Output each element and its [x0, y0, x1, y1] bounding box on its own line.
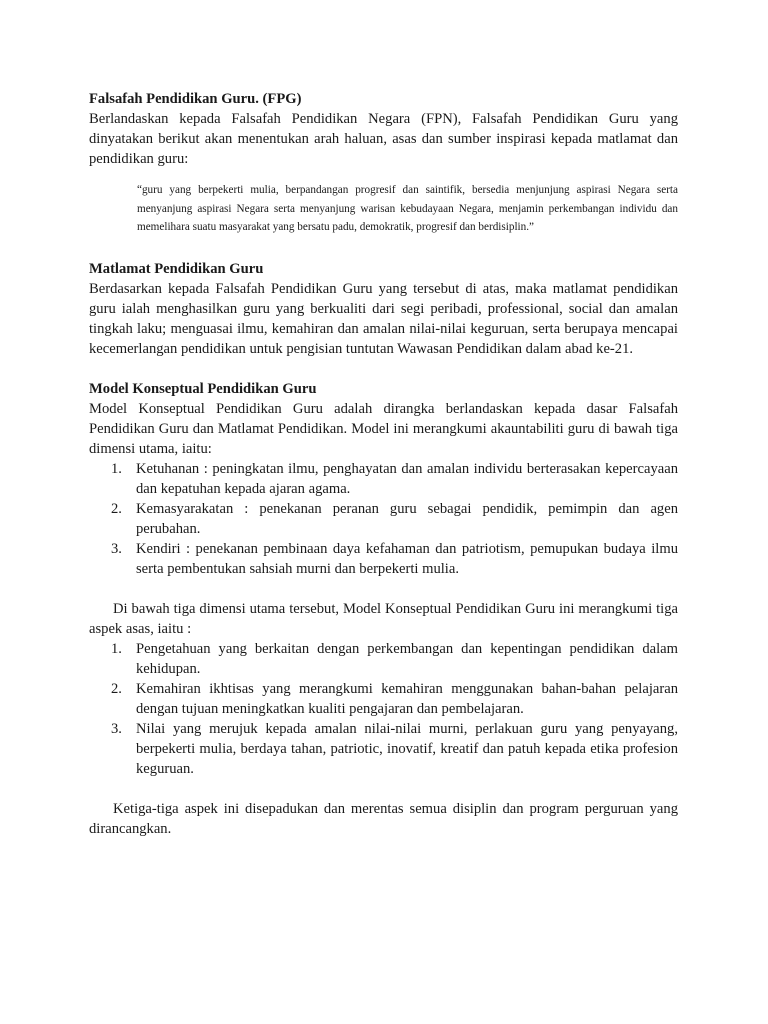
model-paragraph-2: Di bawah tiga dimensi utama tersebut, Model Konseptual Pendidikan Guru ini merangkumi tiga aspek asas, iaitu : — [89, 600, 678, 637]
spacer — [89, 237, 678, 259]
list-text: Kemasyarakatan : penekanan peranan guru sebagai pendidik, pemimpin dan agen perubahan. — [136, 500, 678, 537]
dimensions-list — [89, 459, 678, 579]
list-item — [89, 679, 678, 719]
spacer — [89, 779, 678, 799]
aspects-list — [89, 639, 678, 779]
fpg-heading: Falsafah Pendidikan Guru. (FPG) — [89, 91, 302, 107]
list-item — [89, 719, 678, 779]
list-number: 3. — [111, 720, 122, 737]
list-text: Pengetahuan yang berkaitan dengan perkembangan dan kepentingan pendidikan dalam kehidupan. — [136, 640, 678, 677]
list-text: Kemahiran ikhtisas yang merangkumi kemahiran menggunakan bahan-bahan pelajaran dengan tujuan meningkatkan kualiti pengajaran dan pembelajaran. — [136, 680, 678, 717]
fpg-quote: “guru yang berpekerti mulia, berpandangan progresif dan saintifik, bersedia menjunjung aspirasi Negara serta menyanjung aspirasi Negara serta menyanjung warisan kebudayaan Negara, menjamin perkembangan individu dan memelihara suatu masyarakat yang bersatu padu, demokratik, progresif dan berdisiplin.” — [137, 184, 678, 233]
list-number: 2. — [111, 500, 122, 517]
matlamat-paragraph: Berdasarkan kepada Falsafah Pendidikan Guru yang tersebut di atas, maka matlamat pendidikan guru ialah menghasilkan guru yang berkualiti dari segi peribadi, professional, social dan amalan tingkah laku; menguasai ilmu, kemahiran dan amalan nilai-nilai keguruan, serta berupaya mencapai kecemerlangan pendidikan untuk pengisian tuntutan Wawasan Pendidikan dalam abad ke-21. — [89, 280, 678, 357]
list-item — [89, 459, 678, 499]
list-number: 1. — [111, 460, 122, 477]
list-item — [89, 639, 678, 679]
list-number: 2. — [111, 680, 122, 697]
list-number: 3. — [111, 540, 122, 557]
matlamat-heading: Matlamat Pendidikan Guru — [89, 260, 264, 277]
model-paragraph-3: Ketiga-tiga aspek ini disepadukan dan merentas semua disiplin dan program perguruan yang dirancangkan. — [89, 800, 678, 837]
spacer — [89, 359, 678, 379]
model-paragraph: Model Konseptual Pendidikan Guru adalah dirangka berlandaskan kepada dasar Falsafah Pendidikan Guru dan Matlamat Pendidikan. Model ini merangkumi akauntabiliti guru di bawah tiga dimensi utama, iaitu: — [89, 400, 678, 457]
list-item — [89, 499, 678, 539]
spacer — [89, 579, 678, 599]
list-text: Ketuhanan : peningkatan ilmu, penghayatan dan amalan individu berterasakan kepercayaan dan kepatuhan kepada ajaran agama. — [136, 460, 678, 497]
list-number: 1. — [111, 640, 122, 657]
list-text: Kendiri : penekanan pembinaan daya kefahaman dan patriotism, pemupukan budaya ilmu serta pembentukan sahsiah murni dan berpekerti mulia. — [136, 540, 678, 577]
list-text: Nilai yang merujuk kepada amalan nilai-nilai murni, perlakuan guru yang penyayang, berpekerti mulia, berdaya tahan, patriotic, inovatif, kreatif dan patuh kepada etika profesion keguruan. — [136, 720, 678, 777]
list-item — [89, 539, 678, 579]
fpg-paragraph: Berlandaskan kepada Falsafah Pendidikan Negara (FPN), Falsafah Pendidikan Guru yang dinyatakan berikut akan menentukan arah haluan, asas dan sumber inspirasi kepada matlamat dan pendidikan guru: — [89, 111, 678, 167]
model-heading: Model Konseptual Pendidikan Guru — [89, 380, 317, 397]
